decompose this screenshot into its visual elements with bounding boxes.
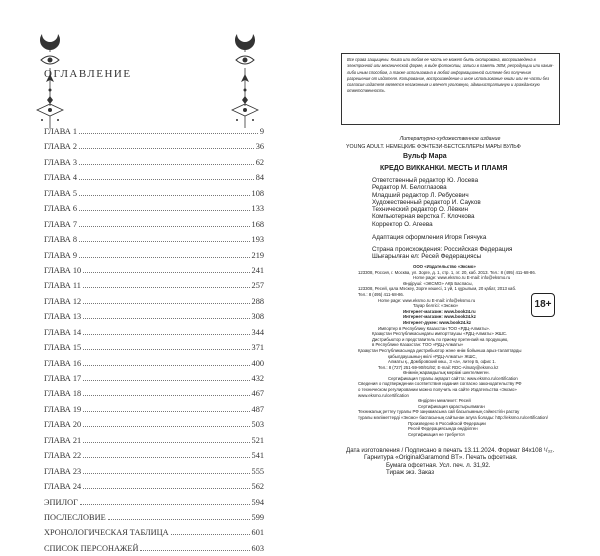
toc-entry-label: ГЛАВА 10 xyxy=(44,265,82,275)
toc-entry-label: ГЛАВА 9 xyxy=(44,250,78,260)
toc-entry-page: 108 xyxy=(251,188,264,198)
toc-entry[interactable] xyxy=(44,232,264,247)
publisher-block xyxy=(358,264,548,437)
toc-entry[interactable] xyxy=(44,309,264,324)
toc-entry-label: ГЛАВА 3 xyxy=(44,157,78,167)
staff-line: Технический редактор О. Лёвкин xyxy=(372,206,469,214)
toc-entry-label: ГЛАВА 20 xyxy=(44,420,82,430)
toc-entry-label: ГЛАВА 22 xyxy=(44,451,82,461)
toc-entry[interactable] xyxy=(44,340,264,355)
toc-entry[interactable] xyxy=(44,495,264,510)
toc-entry-page: 521 xyxy=(251,435,264,445)
toc-entry-label: ГЛАВА 19 xyxy=(44,404,82,414)
print-info-line: Бумага офсетная. Усл. печ. л. 31,92. xyxy=(386,461,491,469)
print-info-line: Тираж экз. Заказ xyxy=(386,469,435,477)
toc-entry-label: ГЛАВА 8 xyxy=(44,235,78,245)
print-info-line: Дата изготовления / Подписано в печать 13.11.2024. Формат 84х108 ¹/₃₂. xyxy=(346,447,555,454)
toc-entry-page: 36 xyxy=(255,142,264,152)
staff-list xyxy=(372,177,481,228)
toc-entry[interactable] xyxy=(44,464,264,479)
toc-entry-page: 541 xyxy=(251,451,264,461)
publisher-line: Сертификация туралы ақпарат сайтта: www.eksmo.ru/certification xyxy=(388,375,518,381)
publisher-line: 123308, Россия, г. Москва, ул. Зорге, д. 1, стр. 1, эт. 20, каб. 2013. Тел.: 8 (495) 411-68-86. xyxy=(358,269,536,275)
publisher-line: 123308, Ресей, қала Мәскеу, Зорге көшесі, 1 үй, 1 құрылым, 20 қабат, 2013 каб. xyxy=(358,286,517,292)
toc-entry[interactable] xyxy=(44,479,264,494)
toc-entry[interactable] xyxy=(44,155,264,170)
toc-entry[interactable] xyxy=(44,170,264,185)
toc-title: ОГЛАВЛЕНИЕ xyxy=(44,68,132,80)
publisher-line: Ресей Федерациясында өндірілген xyxy=(408,426,478,432)
toc-entry[interactable] xyxy=(44,433,264,448)
series-line: YOUNG ADULT. НЕМЕЦКИЕ ФЭНТЕЗИ-БЕСТСЕЛЛЕРЫ МАРЫ ВУЛЬФ xyxy=(346,144,521,150)
toc-entry[interactable] xyxy=(44,386,264,401)
toc-entry-page: 594 xyxy=(251,497,264,507)
toc-entry-page: 193 xyxy=(251,235,264,245)
genre-line: Литературно-художественное издание xyxy=(399,136,501,142)
toc-entry-label: ГЛАВА 18 xyxy=(44,389,82,399)
publisher-line: Импортер в Республику Казахстан ТОО «РДЦ-Алматы». xyxy=(378,325,490,331)
print-info-line: Гарнитура «OriginalGaramond BT». Печать офсетная. xyxy=(364,454,518,462)
toc-entry-page: 599 xyxy=(251,512,264,522)
toc-entry-label: СПИСОК ПЕРСОНАЖЕЙ xyxy=(44,543,139,553)
publisher-line: Интернет-магазин: www.book24.kz xyxy=(403,314,476,320)
toc-entry[interactable] xyxy=(44,510,264,525)
toc-entry-label: ГЛАВА 15 xyxy=(44,343,82,353)
toc-entry-page: 257 xyxy=(251,281,264,291)
print-info xyxy=(346,447,554,477)
toc-entry[interactable] xyxy=(44,186,264,201)
toc-entry-page: 432 xyxy=(251,374,264,383)
toc-entry-label: ГЛАВА 5 xyxy=(44,188,78,198)
toc-entry-page: 467 xyxy=(251,389,264,399)
publisher-line: Тел.: 8 (495) 411-68-86. xyxy=(358,291,404,297)
toc-entry-label: ГЛАВА 12 xyxy=(44,296,82,306)
toc-entry-label: ГЛАВА 14 xyxy=(44,327,82,337)
publisher-line: в Республике Казахстан: ТОО «РДЦ-Алматы» xyxy=(372,342,464,348)
toc-entry[interactable] xyxy=(44,217,264,232)
publisher-line: Интернет-магазин: www.book24.ru xyxy=(403,308,476,314)
origin-line: Страна происхождения: Российская Федерация xyxy=(372,246,513,253)
toc-entry-label: ГЛАВА 4 xyxy=(44,173,78,183)
toc-entry-label: ГЛАВА 16 xyxy=(44,358,82,368)
origin-block xyxy=(372,246,512,261)
publisher-line: Home page: www.eksmo.ru E-mail: info@eksmo.ru xyxy=(413,275,511,281)
publisher-line: Өндіруші: «ЭКСМО» АҚБ Баспасы, xyxy=(403,280,473,286)
toc-entry[interactable] xyxy=(44,525,264,540)
toc-entry-label: ГЛАВА 11 xyxy=(44,281,81,291)
toc-entry-page: 344 xyxy=(251,327,264,337)
toc-entry-label: ГЛАВА 24 xyxy=(44,482,82,492)
publisher-line: Тел.: 8 (727) 251-59-90/91/92; E-mail: RDC-Almaty@eksmo.kz xyxy=(378,364,499,370)
toc-entry[interactable] xyxy=(44,201,264,216)
toc-entry-label: ПОСЛЕСЛОВИЕ xyxy=(44,512,106,522)
toc-entry[interactable] xyxy=(44,278,264,293)
publisher-line: қабылдаушының өкілі «РДЦ-Алматы» ЖШС, xyxy=(388,353,477,359)
toc-page xyxy=(0,0,300,553)
toc-entry-page: 219 xyxy=(251,250,264,260)
publisher-line: Сертификация не требуется xyxy=(408,431,465,437)
toc-entry[interactable] xyxy=(44,371,264,386)
crescent-moon-eye-ornament-icon xyxy=(228,30,262,130)
toc-entry-label: ГЛАВА 6 xyxy=(44,204,78,214)
toc-entry-page: 603 xyxy=(251,543,264,553)
toc-entry-page: 555 xyxy=(251,466,264,476)
toc-list xyxy=(44,124,264,556)
toc-entry-label: ГЛАВА 21 xyxy=(44,435,82,445)
publisher-line: Произведено в Российской Федерации xyxy=(408,420,486,426)
toc-entry-page: 400 xyxy=(251,358,264,368)
publisher-line: Өндірген мемлекет: Ресей xyxy=(418,398,471,404)
publisher-line: Техникалық реттеу туралы РФ заңнамасына сай басылымның сәйкестігін растау xyxy=(358,409,520,415)
toc-entry-label: ГЛАВА 23 xyxy=(44,466,82,476)
publisher-line: Тауар белгісі: «Эксмо» xyxy=(413,303,459,309)
publisher-line: Интернет-дүкен: www.book24.kz xyxy=(403,319,471,325)
age-rating-badge: 18+ xyxy=(531,293,555,317)
staff-line: Художественный редактор И. Сауков xyxy=(372,198,481,206)
staff-line: Корректор О. Агеева xyxy=(372,220,433,228)
toc-entry-page: 241 xyxy=(251,265,264,275)
copyright-notice: Все права защищены. Книга или любая ее часть не может быть скопирована, воспроизведена в электронной или механической форме, в виде фотокопии, записи в память ЭВМ, репродукции или каким-либо иным способом, а также использована в любой информационной системе без получения разрешения от издателя. Копирование, воспроизведение и иное использование книги или ее части без согласия издателя является незаконным и влечет уголовную, административную и гражданскую ответственность. xyxy=(341,53,560,125)
publisher-line: о техническом регулировании можно получить на сайте Издательства «Эксмо» xyxy=(358,387,517,393)
toc-entry[interactable] xyxy=(44,139,264,154)
author-name: Вульф Мара xyxy=(403,153,447,160)
toc-entry-label: ХРОНОЛОГИЧЕСКАЯ ТАБЛИЦА xyxy=(44,528,169,538)
toc-entry-page: 84 xyxy=(255,173,264,183)
toc-entry-label: ГЛАВА 1 xyxy=(44,127,78,136)
publisher-line: Сертификация қарастырылмаған xyxy=(418,403,485,409)
toc-entry[interactable] xyxy=(44,402,264,417)
toc-entry-label: ГЛАВА 2 xyxy=(44,142,78,152)
toc-entry-label: ГЛАВА 17 xyxy=(44,374,82,383)
toc-entry-page: 562 xyxy=(251,482,264,492)
toc-entry-page: 308 xyxy=(251,312,264,322)
toc-entry[interactable] xyxy=(44,325,264,340)
toc-entry[interactable] xyxy=(44,541,264,556)
toc-entry-page: 487 xyxy=(251,404,264,414)
crescent-moon-eye-ornament-icon xyxy=(33,30,67,130)
publisher-line: туралы мәліметтерді «Эксмо» баспасының сайтынан алуға болады: http://eksmo.ru/certification/ xyxy=(358,415,548,421)
toc-entry-page: 62 xyxy=(255,157,264,167)
toc-entry[interactable] xyxy=(44,448,264,463)
toc-entry-label: ГЛАВА 13 xyxy=(44,312,82,322)
toc-entry-page: 371 xyxy=(251,343,264,353)
staff-line: Редактор М. Белоглазова xyxy=(372,184,447,192)
toc-entry[interactable] xyxy=(44,248,264,263)
publisher-line: Қазақстан Республикасындағы импорттаушы «РДЦ-Алматы» ЖШС. xyxy=(372,331,508,337)
toc-entry-page: 503 xyxy=(251,420,264,430)
publisher-line: Өнімнің жарамдылық мерзімі шектелмеген. xyxy=(403,370,490,376)
toc-entry-page: 601 xyxy=(251,528,264,538)
toc-entry-label: ГЛАВА 7 xyxy=(44,219,78,229)
toc-entry-label: ЭПИЛОГ xyxy=(44,497,78,507)
toc-entry-page: 133 xyxy=(251,204,264,214)
toc-entry[interactable] xyxy=(44,124,264,139)
toc-entry[interactable] xyxy=(44,417,264,432)
publisher-line: Дистрибьютор и представитель по приему претензий на продукцию, xyxy=(372,336,509,342)
publisher-line: Қазақстан Республикасында дистрибьютор және өнім бойынша арыз-талаптарды xyxy=(358,347,522,353)
toc-entry[interactable] xyxy=(44,356,264,371)
toc-entry-page: 9 xyxy=(259,127,264,136)
publisher-line: Алматы қ., Домбровский көш., 3 «а», литер Б, офис 1. xyxy=(388,359,496,365)
publisher-line: ООО «Издательство «Эксмо» xyxy=(413,264,476,269)
origin-line: Шығарылған ел: Ресей Федерациясы xyxy=(372,253,482,261)
staff-line: Младший редактор Л. Ребусевич xyxy=(372,191,469,199)
toc-entry[interactable] xyxy=(44,263,264,278)
publisher-line: Сведения о подтверждении соответствия издания согласно законодательству РФ xyxy=(358,381,522,387)
toc-entry-page: 168 xyxy=(251,219,264,229)
design-adaptation: Адаптация оформления Игоря Гиячука xyxy=(372,234,487,241)
staff-line: Компьютерная верстка Г. Клочкова xyxy=(372,213,475,221)
staff-line: Ответственный редактор Ю. Лосева xyxy=(372,177,479,184)
publisher-line: www.eksmo.ru/certification xyxy=(358,392,409,398)
publisher-line: Home page: www.eksmo.ru E-mail: info@eksmo.ru xyxy=(378,297,476,303)
toc-entry[interactable] xyxy=(44,294,264,309)
book-title: КРЕДО ВИККАНКИ. МЕСТЬ И ПЛАМЯ xyxy=(380,165,508,172)
toc-entry-page: 288 xyxy=(251,296,264,306)
